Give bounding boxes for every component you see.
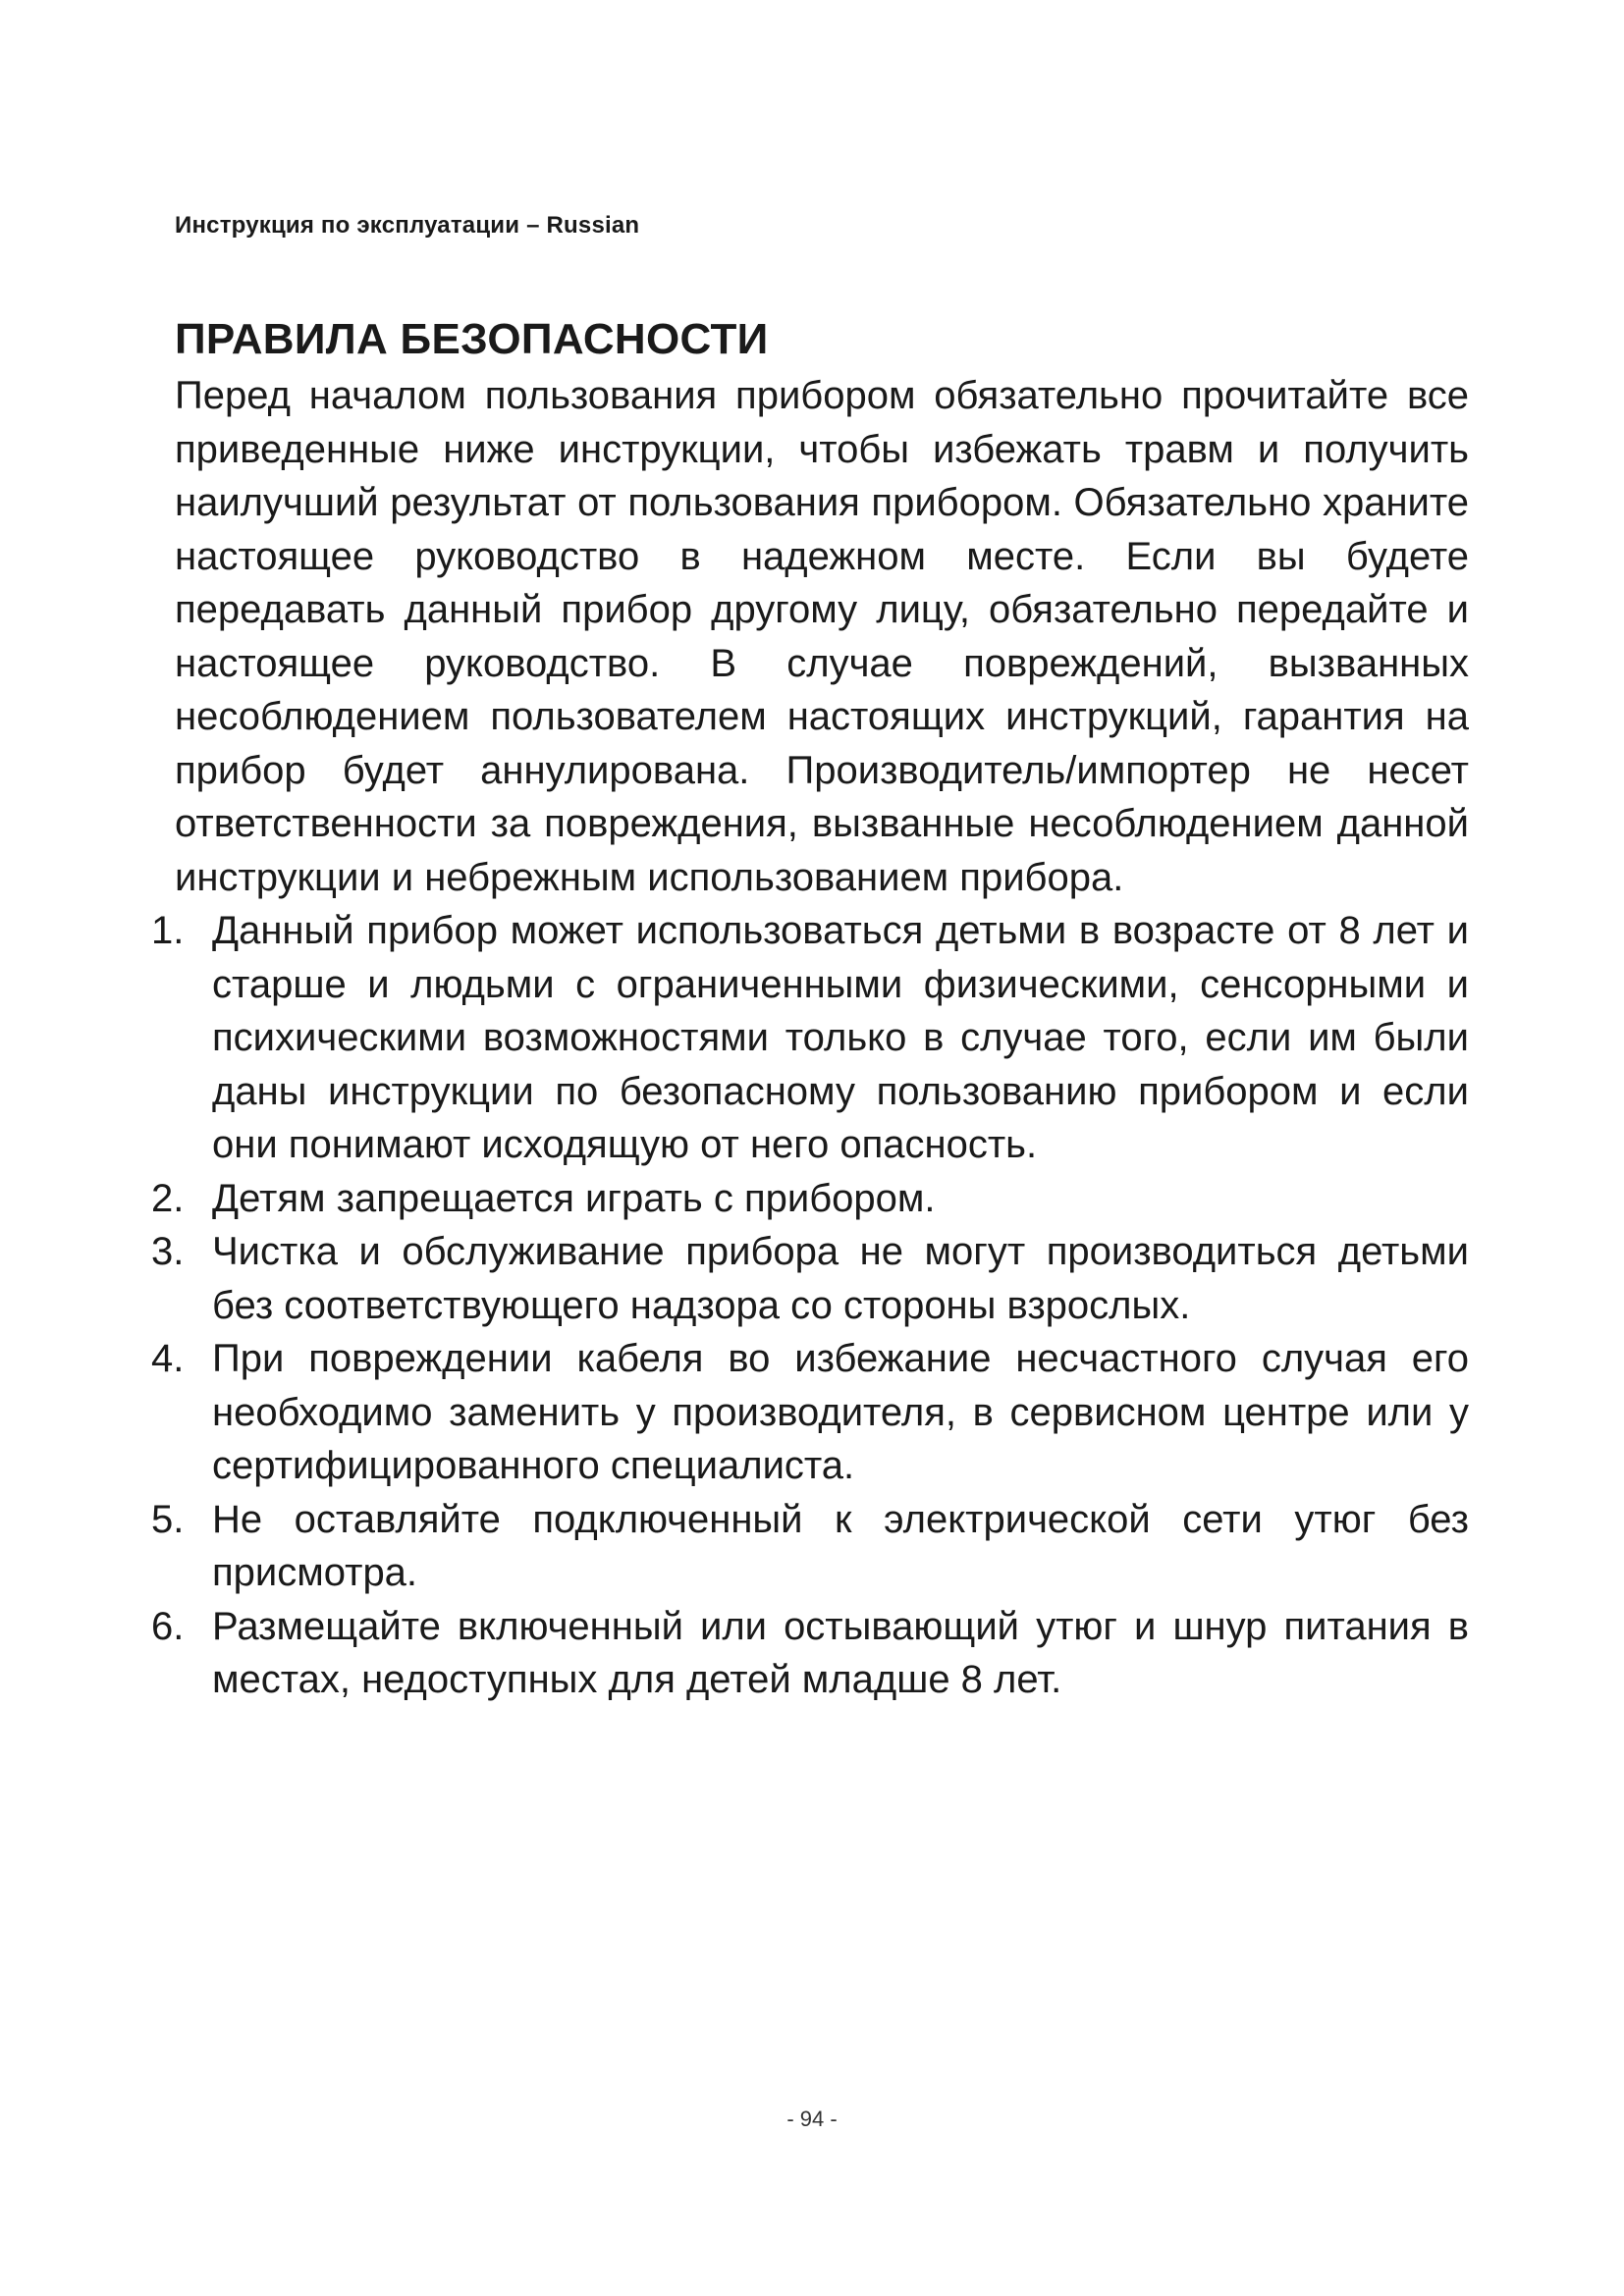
list-item xyxy=(151,1225,1469,1332)
list-item xyxy=(151,1493,1469,1600)
list-item-number: 2. xyxy=(151,1176,185,1220)
list-item-number: 3. xyxy=(151,1230,185,1273)
list-item xyxy=(151,1600,1469,1707)
list-item-number: 1. xyxy=(151,909,185,952)
intro-paragraph: Перед началом пользования прибором обязательно прочитайте все приведенные ниже инструкции, чтобы избежать травм и получить наилучший результат от пользования прибором. Обязательно храните настоящее руководство в надежном месте. Если вы будете передавать данный прибор другому лицу, обязательно передайте и настоящее руководство. В случае повреждений, вызванных несоблюдением пользователем настоящих инструкций, гарантия на прибор будет аннулирована. Производитель/импортер не несет ответственности за повреждения, вызванные несоблюдением данной инструкции и небрежным использованием прибора. xyxy=(175,374,1469,899)
list-item-number: 6. xyxy=(151,1604,185,1648)
page-content xyxy=(151,312,1469,1707)
list-item-text: Данный прибор может использоваться детьми в возрасте от 8 лет и старше и людьми с ограниченными физическими, сенсорными и психическими возможностями только в случае того, если им были даны инструкции по безопасному пользованию прибором и если они понимают исходящую от него опасность. xyxy=(212,909,1469,1166)
list-item-text: Размещайте включенный или остывающий утюг и шнур питания в местах, недоступных для детей младше 8 лет. xyxy=(212,1604,1469,1701)
running-header: Инструкция по эксплуатации – Russian xyxy=(175,212,640,239)
list-item-number: 5. xyxy=(151,1497,185,1541)
list-item-text: При повреждении кабеля во избежание несчастного случая его необходимо заменить у производителя, в сервисном центре или у сертифицированного специалиста. xyxy=(212,1337,1469,1487)
safety-rules-list xyxy=(151,904,1469,1707)
list-item-text: Чистка и обслуживание прибора не могут производиться детьми без соответствующего надзора со стороны взрослых. xyxy=(212,1230,1469,1327)
list-item xyxy=(151,1172,1469,1226)
list-item-text: Не оставляйте подключенный к электрической сети утюг без присмотра. xyxy=(212,1497,1469,1594)
list-item xyxy=(151,904,1469,1172)
page-number: - 94 - xyxy=(786,2107,838,2131)
list-item-number: 4. xyxy=(151,1337,185,1380)
list-item xyxy=(151,1332,1469,1493)
section-title: ПРАВИЛА БЕЗОПАСНОСТИ xyxy=(175,315,769,363)
list-item-text: Детям запрещается играть с прибором. xyxy=(212,1176,936,1220)
